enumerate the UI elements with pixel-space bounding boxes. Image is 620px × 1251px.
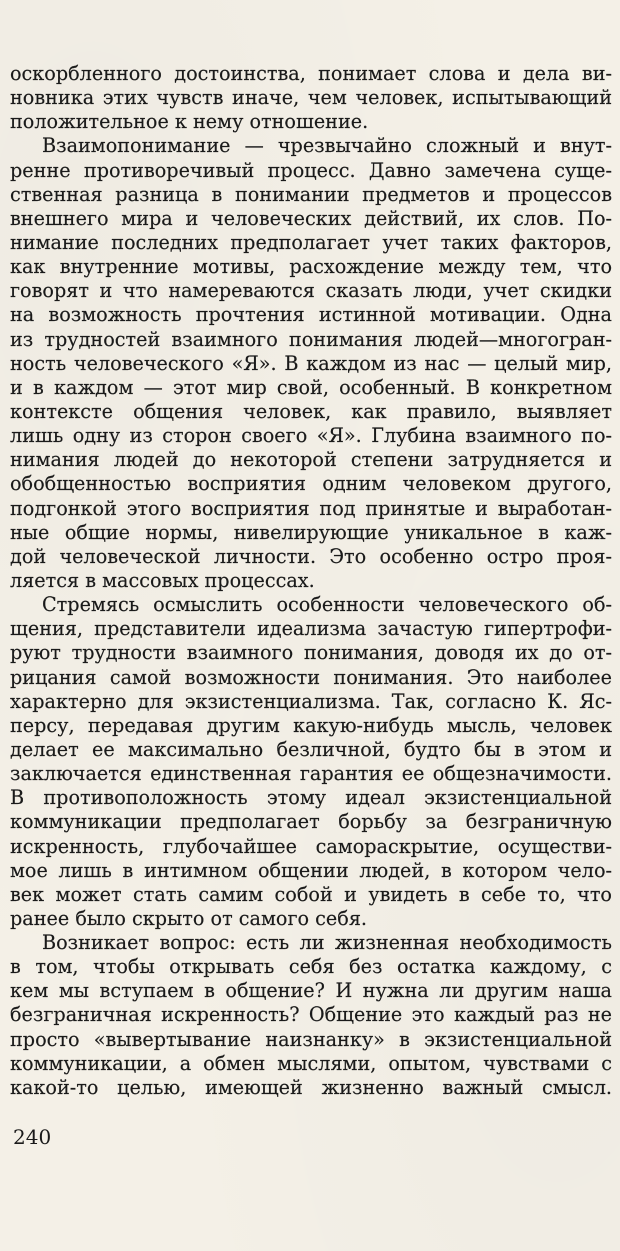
text-line: в том, чтобы открывать себя без остатка каждому, с: [10, 955, 612, 979]
text-line: на возможность прочтения истинной мотивации. Одна: [10, 303, 612, 327]
text-line: щения, представители идеализма зачастую гипертрофи-: [10, 617, 612, 641]
text-line: кем мы вступаем в общение? И нужна ли другим наша: [10, 979, 612, 1003]
text-line: просто «вывертывание наизнанку» в экзистенциальной: [10, 1027, 612, 1051]
text-line: как внутренние мотивы, расхождение между тем, что: [10, 255, 612, 279]
paragraph-first-line: Возникает вопрос: есть ли жизненная необходимость: [42, 931, 612, 955]
text-line: какой-то целью, имеющей жизненно важный смысл.: [10, 1075, 612, 1099]
text-line: руют трудности взаимного понимания, доводя их до от-: [10, 641, 612, 665]
text-line: персу, передавая другим какую-нибудь мысль, человек: [10, 713, 612, 737]
paragraph-first-line: Взаимопонимание — чрезвычайно сложный и внут-: [42, 134, 612, 158]
text-line: В противоположность этому идеал экзистенциальной: [10, 786, 612, 810]
text-line: ранее было скрыто от самого себя.: [10, 906, 368, 930]
text-line: коммуникации, а обмен мыслями, опытом, чувствами с: [10, 1051, 612, 1075]
text-line: ляется в массовых процессах.: [10, 568, 315, 592]
text-line: делает ее максимально безличной, будто бы в этом и: [10, 737, 612, 761]
text-line: заключается единственная гарантия ее общезначимости.: [10, 762, 612, 786]
page-number: 240: [13, 1125, 52, 1149]
paragraph-first-line: Стремясь осмыслить особенности человеческого об-: [42, 593, 612, 617]
text-line: дой человеческой личности. Это особенно остро проя-: [10, 544, 612, 568]
text-line: мое лишь в интимном общении людей, в котором чело-: [10, 858, 612, 882]
body-text: [10, 62, 612, 1100]
text-line: искренность, глубочайшее самораскрытие, осуществи-: [10, 834, 612, 858]
text-line: ренне противоречивый процесс. Давно замечена суще-: [10, 158, 612, 182]
text-line: оскорбленного достоинства, понимает слова и дела ви-: [10, 62, 612, 85]
text-line: и в каждом — этот мир свой, особенный. В конкретном: [10, 375, 612, 399]
text-line: нимания людей до некоторой степени затрудняется и: [10, 448, 612, 472]
text-line: век может стать самим собой и увидеть в себе то, что: [10, 882, 612, 906]
text-line: обобщенностью восприятия одним человеком другого,: [10, 472, 612, 496]
text-line: нимание последних предполагает учет таких факторов,: [10, 230, 612, 254]
text-line: коммуникации предполагает борьбу за безграничную: [10, 810, 612, 834]
text-line: новника этих чувств иначе, чем человек, испытывающий: [10, 86, 612, 110]
text-line: внешнего мира и человеческих действий, их слов. По-: [10, 206, 612, 230]
text-line: ные общие нормы, нивелирующие уникальное в каж-: [10, 520, 612, 544]
text-line: подгонкой этого восприятия под принятые и выработан-: [10, 496, 612, 520]
text-line: ственная разница в понимании предметов и процессов: [10, 182, 612, 206]
text-line: контексте общения человек, как правило, выявляет: [10, 399, 612, 423]
text-line: положительное к нему отношение.: [10, 110, 369, 134]
text-line: ность человеческого «Я». В каждом из нас — целый мир,: [10, 351, 612, 375]
text-line: из трудностей взаимного понимания людей—многогран-: [10, 327, 612, 351]
text-line: лишь одну из сторон своего «Я». Глубина взаимного по-: [10, 424, 612, 448]
text-line: безграничная искренность? Общение это каждый раз не: [10, 1003, 612, 1027]
text-line: рицания самой возможности понимания. Это наиболее: [10, 665, 612, 689]
text-line: характерно для экзистенциализма. Так, согласно К. Яс-: [10, 689, 612, 713]
text-line: говорят и что намереваются сказать люди, учет скидки: [10, 279, 612, 303]
